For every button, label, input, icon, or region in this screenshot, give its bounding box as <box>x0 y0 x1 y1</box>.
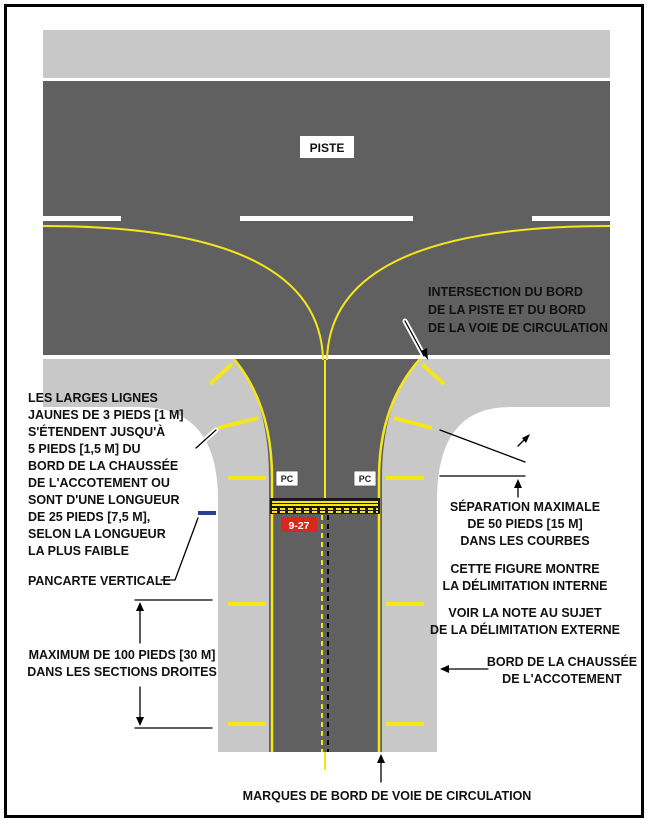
runway-top-edge-line <box>43 78 610 81</box>
annotation-intersection-line-1: INTERSECTION DU BORD <box>428 285 583 299</box>
pc-label-right: PC <box>358 474 372 484</box>
annotation-straight-sections-line-2: DANS LES SECTIONS DROITES <box>27 665 217 679</box>
runway-label: PISTE <box>309 141 345 155</box>
annotation-wide-lines-line-4: 5 PIEDS [1,5 M] DU <box>28 442 141 456</box>
annotation-external-note-line-2: DE LA DÉLIMITATION EXTERNE <box>429 623 621 637</box>
annotation-internal-delimitation-line-2: LA DÉLIMITATION INTERNE <box>442 579 608 593</box>
annotation-vertical-sign: PANCARTE VERTICALE <box>28 574 171 588</box>
pc-label-left: PC <box>280 474 294 484</box>
annotation-wide-lines-line-8: DE 25 PIEDS [7,5 M], <box>28 510 151 524</box>
annotation-wide-lines-line-1: LES LARGES LIGNES <box>28 391 158 405</box>
annotation-wide-lines-line-6: DE L'ACCOTEMENT OU <box>28 476 170 490</box>
annotation-wide-lines-line-3: S'ÉTENDENT JUSQU'À <box>28 425 166 439</box>
annotation-intersection-line-2: DE LA PISTE ET DU BORD <box>428 303 586 317</box>
annotation-max-separation-line-1: SÉPARATION MAXIMALE <box>449 500 601 514</box>
annotation-wide-lines-line-2: JAUNES DE 3 PIEDS [1 M] <box>28 408 184 422</box>
vertical-sign-marker <box>198 511 216 515</box>
annotation-internal-delimitation-line-1: CETTE FIGURE MONTRE <box>450 562 600 576</box>
runway-centerline-dash <box>532 216 610 221</box>
annotation-wide-lines-line-5: BORD DE LA CHAUSSÉE <box>28 459 179 473</box>
annotation-max-separation-line-3: DANS LES COURBES <box>460 534 590 548</box>
runway-centerline-dash <box>240 216 413 221</box>
annotation-wide-lines-line-10: LA PLUS FAIBLE <box>28 544 129 558</box>
annotation-shoulder-edge-line-2: DE L'ACCOTEMENT <box>502 672 622 686</box>
annotation-shoulder-edge-line-1: BORD DE LA CHAUSSÉE <box>486 655 638 669</box>
annotation-intersection-line-3: DE LA VOIE DE CIRCULATION <box>428 321 608 335</box>
annotation-external-note-line-1: VOIR LA NOTE AU SUJET <box>448 606 602 620</box>
annotation-wide-lines-line-7: SONT D'UNE LONGUEUR <box>28 493 180 507</box>
annotation-taxiway-edge-markings: MARQUES DE BORD DE VOIE DE CIRCULATION <box>242 789 532 803</box>
runway-sign-label: 9-27 <box>288 520 310 532</box>
annotation-wide-lines-line-9: SELON LA LONGUEUR <box>28 527 166 541</box>
runway-centerline-dash <box>43 216 121 221</box>
runway-top-shoulder <box>43 30 610 78</box>
annotation-max-separation-line-2: DE 50 PIEDS [15 M] <box>467 517 583 531</box>
annotation-straight-sections-line-1: MAXIMUM DE 100 PIEDS [30 M] <box>28 648 216 662</box>
